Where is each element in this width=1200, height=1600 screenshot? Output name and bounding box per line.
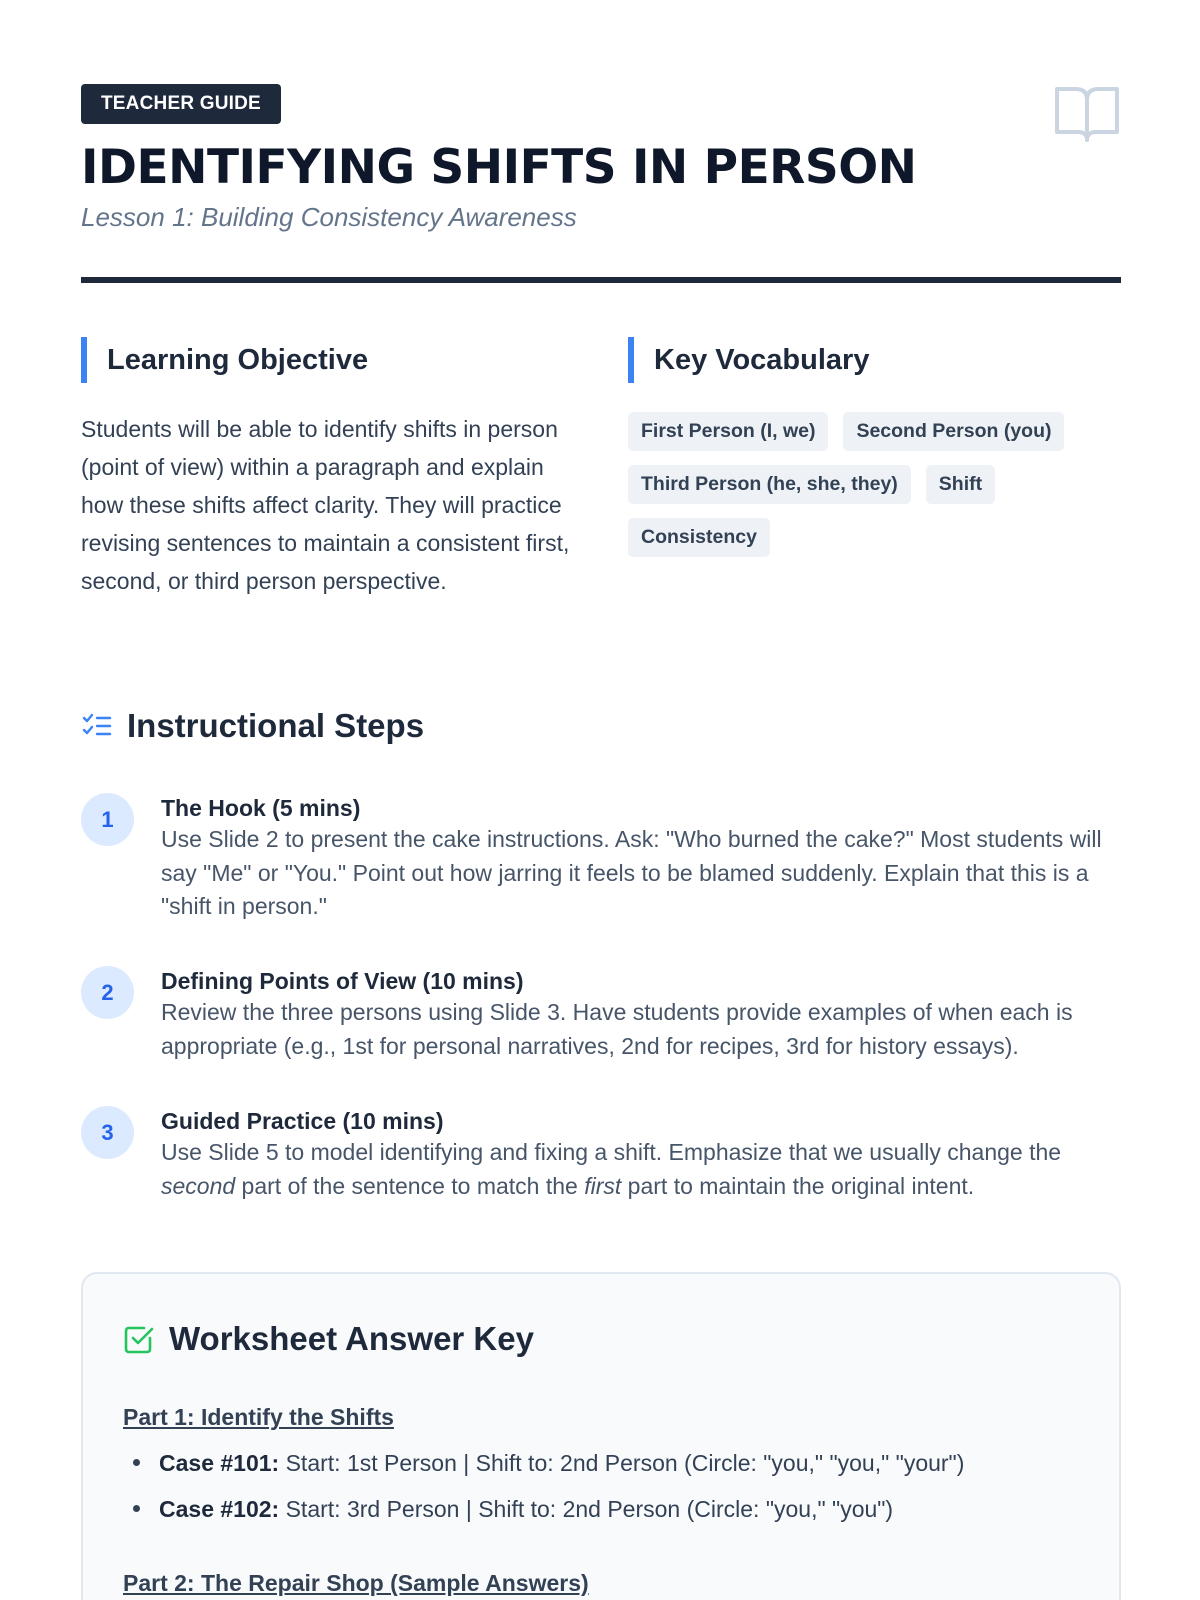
vocab-chip: Third Person (he, she, they) — [628, 465, 911, 504]
step-number: 3 — [81, 1106, 134, 1159]
step-text: Review the three persons using Slide 3. Have students provide examples of when each is appropriate (e.g., 1st for personal narratives, 2nd for recipes, 3rd for history essays). — [161, 999, 1073, 1059]
key-vocabulary-heading — [628, 337, 869, 383]
page-subtitle: Lesson 1: Building Consistency Awareness — [81, 202, 577, 232]
check-square-icon — [123, 1323, 155, 1355]
case-label: Case #101: — [159, 1450, 280, 1476]
answer-key-heading — [123, 1320, 534, 1358]
instructional-steps-heading — [81, 707, 424, 745]
answer-key-title: Worksheet Answer Key — [169, 1320, 534, 1357]
page-title: IDENTIFYING SHIFTS IN PERSON — [81, 140, 917, 195]
step-text-part: Use Slide 5 to model identifying and fixing a shift. Emphasize that we usually change the — [161, 1139, 1062, 1165]
case-text: Start: 3rd Person | Shift to: 2nd Person (Circle: "you," "you") — [279, 1496, 894, 1522]
part1-title: Part 1: Identify the Shifts — [123, 1404, 394, 1430]
accent-bar — [81, 337, 87, 383]
accent-bar — [628, 337, 634, 383]
case-text: Start: 1st Person | Shift to: 2nd Person (Circle: "you," "you," "your") — [279, 1450, 965, 1476]
bullet-dot — [133, 1459, 140, 1466]
answer-item — [133, 1496, 893, 1523]
step-number: 1 — [81, 793, 134, 846]
step-number: 2 — [81, 966, 134, 1019]
learning-objective-text: Students will be able to identify shifts in person (point of view) within a paragraph and explain how these shifts affect clarity. They will practice revising sentences to maintain a consistent first, second, or third person perspective. — [81, 416, 570, 594]
vocab-chip: Consistency — [628, 518, 770, 557]
vocabulary-list — [628, 412, 1128, 557]
learning-objective-title: Learning Objective — [107, 343, 369, 376]
step-text: Use Slide 2 to present the cake instructions. Ask: "Who burned the cake?" Most students will say "Me" or "You." Point out how jarring it feels to be blamed suddenly. Explain that this is a "shift in person." — [161, 826, 1102, 919]
learning-objective-heading — [81, 337, 368, 383]
step-title: The Hook (5 mins) — [161, 795, 361, 821]
instructional-steps-title: Instructional Steps — [127, 707, 425, 744]
bullet-dot — [133, 1505, 140, 1512]
answer-key-panel — [81, 1272, 1121, 1600]
step-text-part: part of the sentence to match the — [235, 1172, 585, 1199]
step-text-part: part to maintain the original intent. — [621, 1172, 975, 1199]
step-text-emphasis: first — [584, 1172, 622, 1199]
checklist-icon — [81, 710, 113, 742]
step-title: Guided Practice (10 mins) — [161, 1108, 444, 1134]
case-label: Case #102: — [159, 1496, 280, 1522]
vocab-chip: First Person (I, we) — [628, 412, 828, 451]
step-title: Defining Points of View (10 mins) — [161, 968, 524, 994]
book-open-icon — [1054, 84, 1120, 144]
vocab-chip: Second Person (you) — [843, 412, 1064, 451]
part2-title: Part 2: The Repair Shop (Sample Answers) — [123, 1570, 589, 1596]
answer-item — [133, 1450, 964, 1477]
teacher-guide-badge: TEACHER GUIDE — [81, 84, 281, 124]
step-text-emphasis: second — [161, 1172, 236, 1199]
vocab-chip: Shift — [926, 465, 995, 504]
key-vocabulary-title: Key Vocabulary — [654, 343, 870, 376]
step-text — [161, 1136, 1126, 1203]
header-divider — [81, 277, 1121, 283]
